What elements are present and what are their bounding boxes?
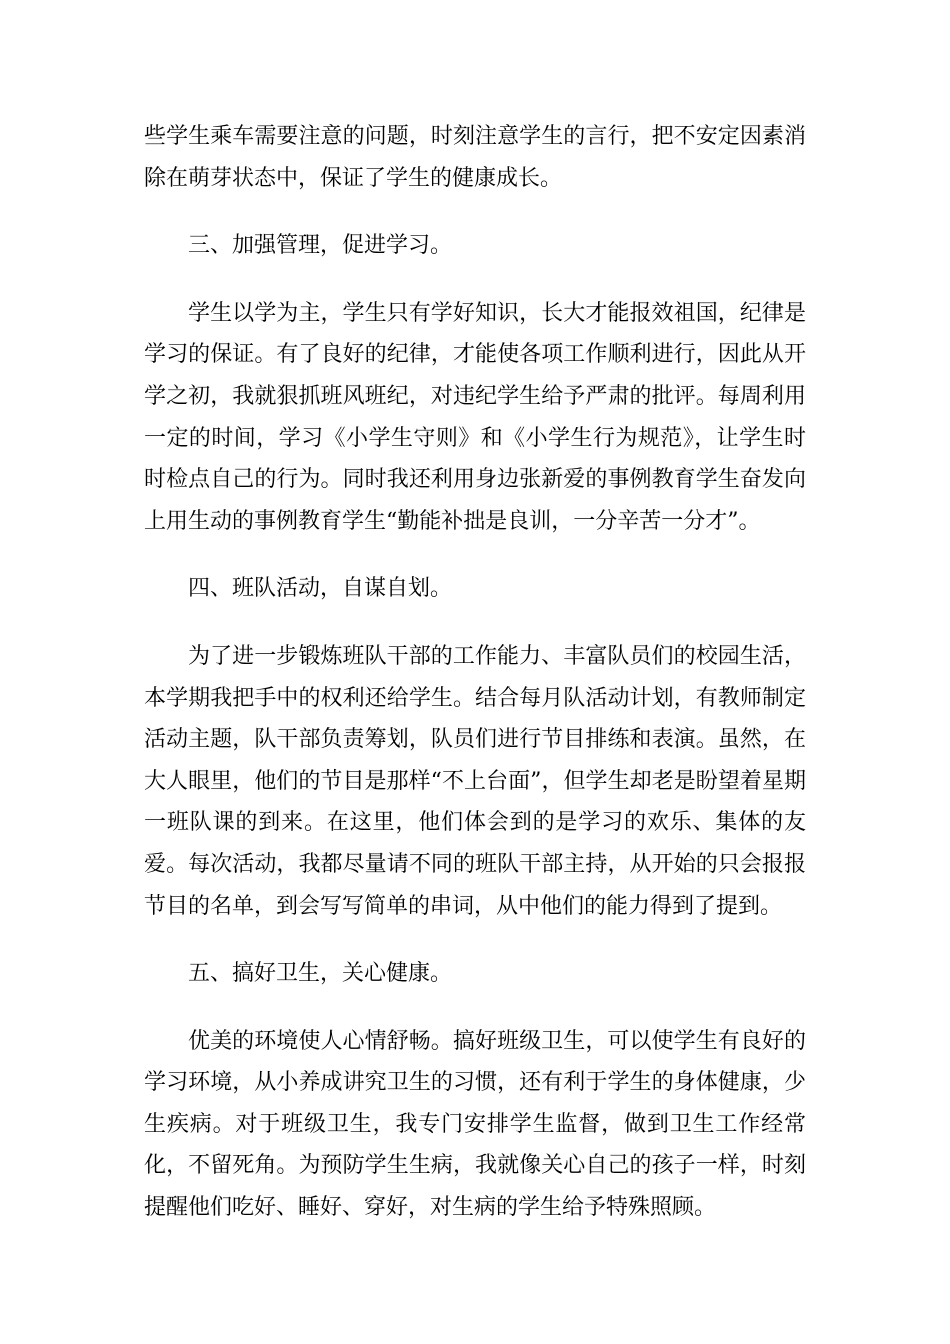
- document-body: [144, 116, 806, 1255]
- paragraph-discipline: 学生以学为主，学生只有学好知识，长大才能报效祖国，纪律是学习的保证。有了良好的纪律，才能使各项工作顺利进行，因此从开学之初，我就狠抓班风班纪，对违纪学生给予严肃的批评。每周利用一定的时间，学习《小学生守则》和《小学生行为规范》，让学生时时检点自己的行为。同时我还利用身边张新爱的事例教育学生奋发向上用生动的事例教育学生“勤能补拙是良训，一分辛苦一分才”。: [144, 300, 806, 534]
- paragraph-class-activities: 为了进一步锻炼班队干部的工作能力、丰富队员们的校园生活，本学期我把手中的权利还给学生。结合每月队活动计划，有教师制定活动主题，队干部负责筹划，队员们进行节目排练和表演。虽然，在大人眼里，他们的节目是那样“不上台面”，但学生却老是盼望着星期一班队课的到来。在这里，他们体会到的是学习的欢乐、集体的友爱。每次活动，我都尽量请不同的班队干部主持，从开始的只会报报节目的名单，到会写写简单的串词，从中他们的能力得到了提到。: [144, 643, 806, 919]
- section-heading-4: 四、班队活动，自谋自划。: [188, 576, 453, 602]
- paragraph-continuation: 些学生乘车需要注意的问题，时刻注意学生的言行，把不安定因素消除在萌芽状态中，保证了学生的健康成长。: [144, 124, 806, 191]
- section-heading-3: 三、加强管理，促进学习。: [188, 233, 453, 259]
- section-heading-5: 五、搞好卫生，关心健康。: [188, 961, 453, 987]
- paragraph-hygiene: 优美的环境使人心情舒畅。搞好班级卫生，可以使学生有良好的学习环境，从小养成讲究卫生的习惯，还有利于学生的身体健康，少生疾病。对于班级卫生，我专门安排学生监督，做到卫生工作经常化，不留死角。为预防学生生病，我就像关心自己的孩子一样，时刻提醒他们吃好、睡好、穿好，对生病的学生给予特殊照顾。: [144, 1028, 806, 1221]
